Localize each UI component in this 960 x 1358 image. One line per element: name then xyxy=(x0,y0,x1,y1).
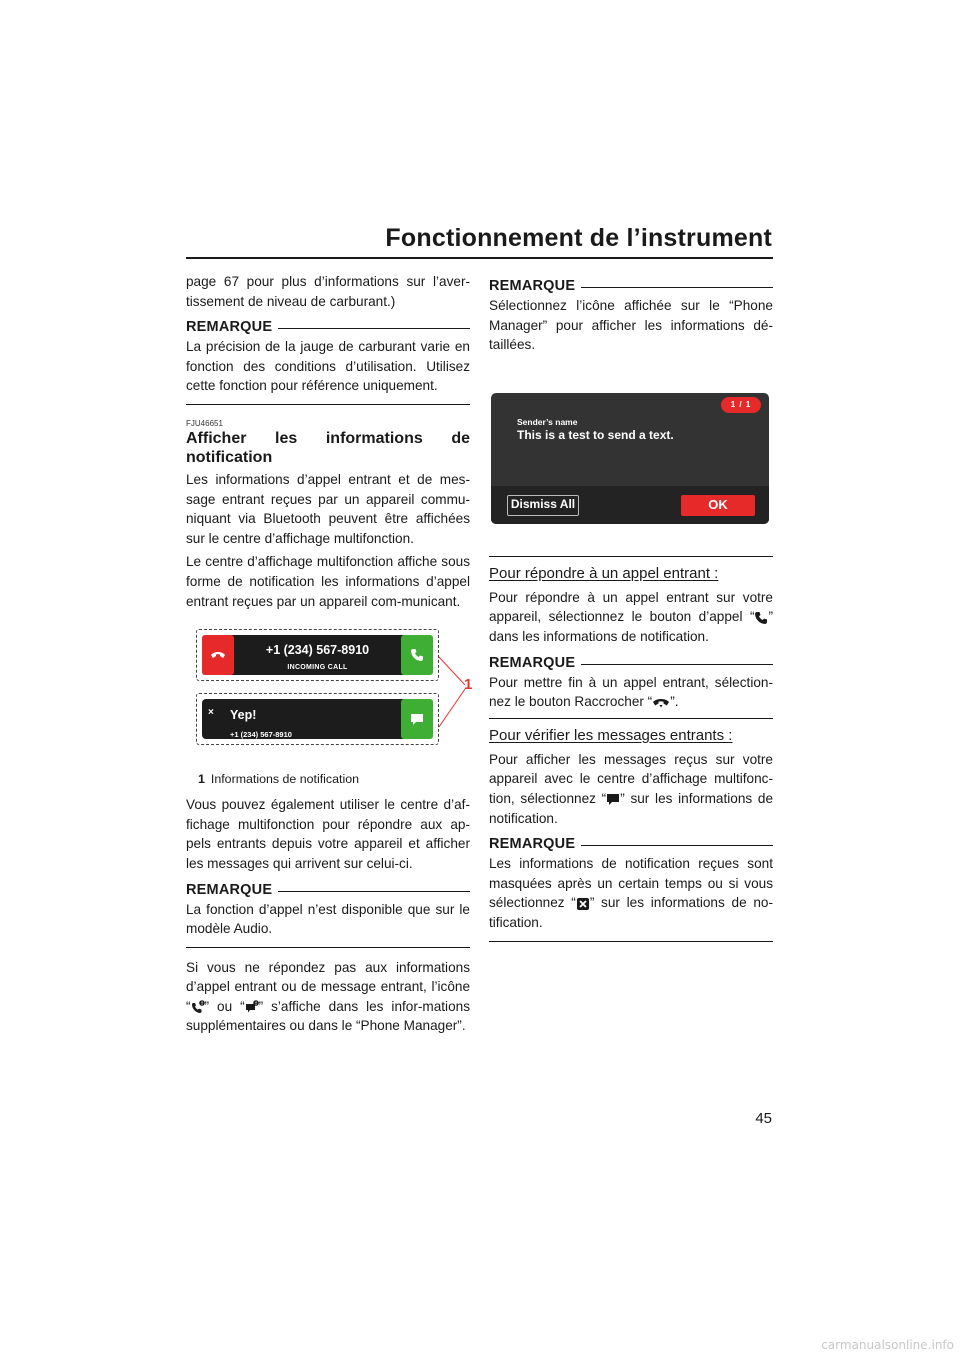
view-message-button[interactable] xyxy=(401,699,433,739)
callout-lines xyxy=(439,655,469,735)
caption-text: Informations de notification xyxy=(210,772,359,787)
note-audio-model xyxy=(186,880,470,948)
close-icon[interactable]: × xyxy=(208,707,214,719)
note-text: Les informations de notification reçues sont masquées après un certain temps ou si vous sélectionnez “ ” sur les informations de no-tification. xyxy=(489,856,773,930)
note-fuel-gauge xyxy=(186,317,470,405)
message-number: +1 (234) 567-8910 xyxy=(230,730,292,740)
note-hang-up xyxy=(489,653,773,712)
hang-up-icon xyxy=(210,650,226,660)
caller-number: +1 (234) 567-8910 xyxy=(265,643,370,658)
note-rule xyxy=(581,287,773,288)
note-end-rule xyxy=(186,404,470,405)
callout-number: 1 xyxy=(464,676,473,694)
note-rule xyxy=(581,845,773,846)
phone-icon xyxy=(410,648,424,662)
incoming-call-frame xyxy=(196,629,439,681)
section-title: Afficher les informations de notification xyxy=(186,429,470,466)
right-column xyxy=(489,272,773,952)
call-status: INCOMING CALL xyxy=(287,664,348,672)
message-title: Yep! xyxy=(230,708,257,723)
paragraph-display: Le centre d’affichage multifonction affiche sous forme de notification les informations d’appel entrant reçues par un appareil com-municant. xyxy=(186,554,470,609)
message-card xyxy=(202,699,433,739)
note-hidden xyxy=(489,834,773,941)
paragraph-bluetooth: Les informations d’appel entrant et de mes-sage entrant reçues par un appareil commu-niquant via Bluetooth peuvent être affichées sur le centre d’affichage multifonction. xyxy=(186,471,470,546)
note-text: La fonction d’appel n’est disponible que sur le modèle Audio. xyxy=(186,901,470,937)
caption-number: 1 xyxy=(198,772,205,787)
note-end-rule xyxy=(186,947,470,948)
missed-call-icon xyxy=(191,1000,205,1014)
note-text: Sélectionnez l’icône affichée sur le “Phone Manager” pour afficher les informations dé-taillées. xyxy=(489,298,773,353)
note-phone-manager xyxy=(489,276,773,355)
figure-caption xyxy=(198,771,470,787)
note-rule xyxy=(278,328,470,329)
ok-button[interactable]: OK xyxy=(681,495,755,516)
note-text: Pour mettre fin à un appel entrant, sélection-nez le bouton Raccrocher “ ”. xyxy=(489,674,773,710)
close-icon xyxy=(576,897,590,911)
paragraph-messages: Pour afficher les messages reçus sur votre appareil avec le centre d’affichage multifonc-tion, sélectionnez “ ” sur les informations de notification. xyxy=(489,751,774,826)
subsection-rule xyxy=(489,718,773,719)
message-icon xyxy=(606,792,620,806)
intro-paragraph: page 67 pour plus d’informations sur l’aver-tissement de niveau de carburant.) xyxy=(186,274,470,309)
note-rule xyxy=(278,891,470,892)
hang-up-icon xyxy=(652,696,670,710)
note-heading: REMARQUE xyxy=(489,654,576,671)
note-end-rule xyxy=(489,941,773,942)
reference-code: FJU46651 xyxy=(186,418,223,428)
page-number: 45 xyxy=(755,1110,772,1127)
phone-icon xyxy=(754,611,768,625)
message-text: This is a test to send a text. xyxy=(517,427,674,442)
note-heading: REMARQUE xyxy=(489,836,576,853)
note-heading: REMARQUE xyxy=(186,319,273,336)
paragraph-answer: Pour répondre à un appel entrant sur votre appareil, sélectionnez le bouton d’appel “ ” dans les informations de notification. xyxy=(489,589,773,644)
paragraph-usage: Vous pouvez également utiliser le centre d’af-fichage multifonction pour répondre aux ap-pels entrants depuis votre appareil et afficher les messages qui arrivent sur celui-ci. xyxy=(186,797,470,871)
paragraph-missed: Si vous ne répondez pas aux informations d’appel entrant ou de message entrant, l’icône “ ” ou “ ” s’affiche dans les infor-mations supplémentaires ou dans le “Phone Manager”. xyxy=(186,959,470,1034)
sender-name: Sender’s name xyxy=(517,416,578,427)
incoming-call-card xyxy=(202,635,433,675)
dismiss-all-button[interactable]: Dismiss All xyxy=(507,495,579,516)
hang-up-button[interactable] xyxy=(202,635,234,675)
message-frame xyxy=(196,693,439,745)
notification-figure xyxy=(196,629,473,765)
unread-message-icon xyxy=(245,1000,259,1014)
note-heading: REMARQUE xyxy=(186,881,273,898)
note-text: La précision de la jauge de carburant varie en fonction des conditions d’utilisation. Utilisez cette fonction pour référence uniquement. xyxy=(186,339,470,394)
header-rule xyxy=(186,257,773,259)
watermark: carmanualsonline.info xyxy=(821,1338,954,1352)
message-counter: 1 / 1 xyxy=(721,397,761,413)
message-notification-figure xyxy=(491,393,769,524)
left-column xyxy=(186,272,473,1040)
message-icon xyxy=(410,713,424,726)
subsection-title-answer: Pour répondre à un appel entrant : xyxy=(489,564,719,582)
page-header-title: Fonctionnement de l’instrument xyxy=(385,224,772,252)
note-heading: REMARQUE xyxy=(489,278,576,294)
subsection-rule xyxy=(489,556,773,557)
note-rule xyxy=(581,664,773,665)
answer-button[interactable] xyxy=(401,635,433,675)
subsection-title-messages: Pour vérifier les messages entrants : xyxy=(489,726,733,744)
